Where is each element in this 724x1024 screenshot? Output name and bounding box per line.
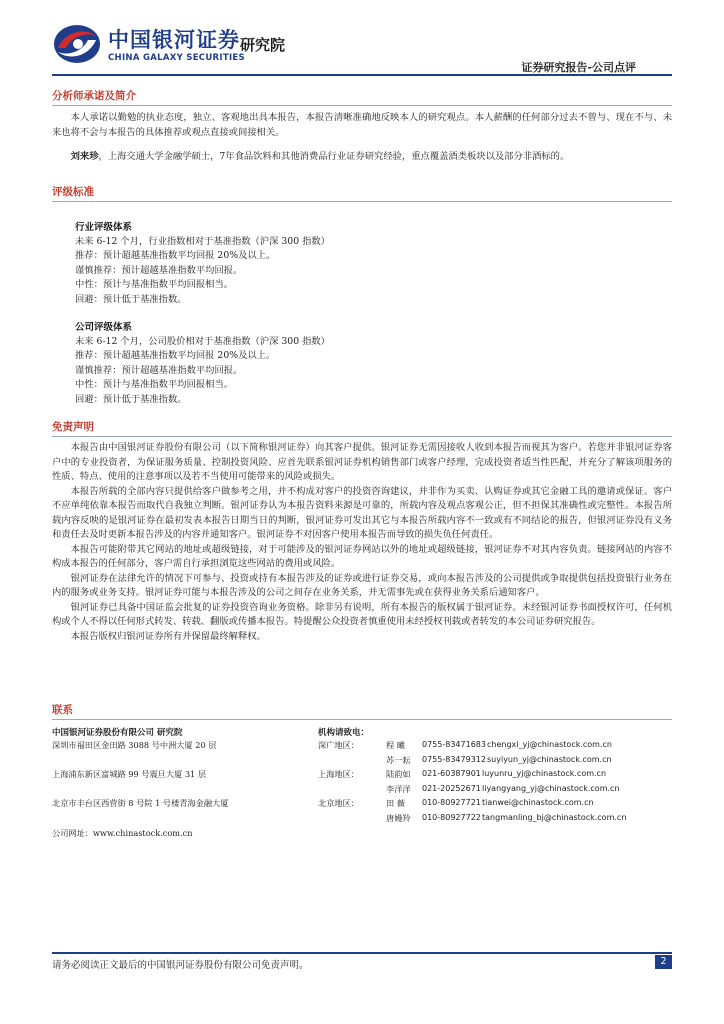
analyst-commitment: 本人承诺以勤勉的执业态度，独立、客观地出具本报告，本报告清晰准确地反映本人的研究观点。本人薪酬的任何部分过去不曾与、现在不与、未来也将不会与本报告的具体推荐或观点直接或间接相关。	[52, 112, 672, 138]
industry-rating-line: 未来 6-12 个月，行业指数相对于基准指数（沪深 300 指数）	[75, 236, 330, 247]
contact-section-title: 联系	[52, 702, 672, 720]
contact-email[interactable]: tianwei@chinastock.com.cn	[482, 798, 594, 807]
contact-phone: 010-80927721	[422, 798, 481, 807]
contact-phone: 0755-83471683	[422, 740, 486, 749]
contact-phone: 021-60387901	[422, 769, 481, 778]
brand-subtitle: 研究院	[240, 36, 286, 54]
report-type: 证券研究报告-公司点评	[521, 61, 636, 74]
company-rating-line: 回避：预计低于基准指数。	[75, 394, 187, 405]
contact-phone: 021-20252671	[422, 784, 481, 793]
industry-rating-line: 推荐：预计超越基准指数平均回报 20%及以上。	[75, 250, 276, 261]
industry-rating-line: 谨慎推荐：预计超越基准指数平均回报。	[75, 265, 243, 276]
contact-phone: 010-80927722	[422, 813, 481, 822]
disclaimer-paragraph: 本报告由中国银河证券股份有限公司（以下简称银河证券）向其客户提供。银河证券无需因接收人收到本报告而视其为客户。若您并非银河证券客户中的专业投资者，为保证服务质量、控制投资风险、应首先联系银河证券机构销售部门或客户经理，完成投资者适当性匹配，并充分了解该项服务的性质、特点、使用的注意事项以及若不当使用可能带来的风险或损失。	[52, 442, 672, 482]
company-rating-line: 中性：预计与基准指数平均回报相当。	[75, 379, 234, 390]
institution-label: 机构请致电：	[318, 728, 370, 738]
region-label: 北京地区：	[318, 798, 359, 808]
company-name: 中国银河证券股份有限公司 研究院	[52, 728, 183, 738]
analyst-name: 刘来珍	[70, 151, 99, 162]
contact-email[interactable]: tangmanling_bj@chinastock.com.cn	[482, 813, 627, 822]
company-rating-line: 未来 6-12 个月，公司股价相对于基准指数（沪深 300 指数）	[75, 336, 330, 347]
contact-name: 苏一耘	[386, 755, 411, 765]
company-rating-line: 推荐：预计超越基准指数平均回报 20%及以上。	[75, 350, 276, 361]
header-divider	[52, 74, 672, 76]
contact-name: 田 薇	[386, 798, 405, 808]
disclaimer-paragraph: 本报告所载的全部内容只提供给客户做参考之用，并不构成对客户的投资咨询建议，并非作为买卖、认购证券或其它金融工具的邀请或保证。客户不应单纯依靠本报告而取代自我独立判断。银河证券认为本报告资料来源是可靠的，所载内容及观点客观公正，但不担保其准确性或完整性。本报告所载内容反映的是银河证券在最初发表本报告日期当日的判断，银河证券可发出其它与本报告所载内容不一致或有不同结论的报告，但银河证券没有义务和责任去及时更新本报告涉及的内容并通知客户。银河证券不对因客户使用本报告而导致的损失负任何责任。	[52, 485, 672, 540]
address-beijing: 北京市丰台区西营街 8 号院 1 号楼青海金融大厦	[52, 798, 229, 808]
disclaimer-body	[52, 441, 672, 644]
contact-email[interactable]: suyiyun_yj@chinastock.com.cn	[487, 755, 612, 764]
contact-name: 唐嫚羚	[386, 813, 411, 823]
contact-name: 李洋洋	[386, 784, 411, 794]
analyst-section-title: 分析师承诺及简介	[52, 88, 672, 106]
disclaimer-paragraph: 银河证券在法律允许的情况下可参与、投资或持有本报告涉及的证券或进行证券交易，或向本报告涉及的公司提供或争取提供包括投资银行业务在内的服务或业务支持。银河证券可能与本报告涉及的公司之间存在业务关系，并无需事先或在获得业务关系后通知客户。	[52, 572, 672, 598]
analyst-bio-paragraph	[52, 150, 672, 165]
galaxy-logo-icon	[52, 22, 102, 66]
contact-name: 程 曦	[386, 740, 405, 750]
disclaimer-paragraph: 银河证券已具备中国证监会批复的证券投资咨询业务资格。除非另有说明，所有本报告的版权属于银河证券。未经银河证券书面授权许可，任何机构或个人不得以任何形式转发、转载、翻版或传播本报告。特提醒公众投资者慎重使用未经授权刊载或者转发的本公司证券研究报告。	[52, 601, 672, 627]
address-shanghai: 上海浦东新区富城路 99 号震旦大厦 31 层	[52, 769, 207, 779]
industry-rating-title: 行业评级体系	[75, 222, 133, 233]
industry-rating-line: 中性：预计与基准指数平均回报相当。	[75, 279, 234, 290]
disclaimer-paragraph: 本报告版权归银河证券所有并保留最终解释权。	[70, 630, 266, 642]
contact-email[interactable]: chengxi_yj@chinastock.com.cn	[487, 740, 612, 749]
company-website[interactable]: 公司网址：www.chinastock.com.cn	[52, 828, 193, 838]
contact-name: 陆韵如	[386, 769, 411, 779]
contact-phone: 0755-83479312	[422, 755, 486, 764]
region-label: 上海地区：	[318, 769, 359, 779]
company-rating-line: 谨慎推荐：预计超越基准指数平均回报。	[75, 365, 243, 376]
region-label: 深广地区：	[318, 740, 359, 750]
address-shenzhen: 深圳市福田区金田路 3088 号中洲大厦 20 层	[52, 740, 217, 750]
contact-email[interactable]: liyangyang_yj@chinastock.com.cn	[482, 784, 620, 793]
brand-name-cn: 中国银河证券	[108, 28, 240, 52]
brand-name-en: CHINA GALAXY SECURITIES	[108, 53, 245, 63]
footer-divider	[52, 952, 672, 954]
analyst-bio: ，上海交通大学金融学硕士，7年食品饮料和其他消费品行业证券研究经验，重点覆盖酒类板块以及部分非酒标的。	[98, 151, 570, 162]
page-number: 2	[655, 955, 672, 969]
footer-disclaimer-note: 请务必阅读正文最后的中国银河证券股份有限公司免责声明。	[52, 960, 309, 971]
contact-email[interactable]: luyunru_yj@chinastock.com.cn	[482, 769, 607, 778]
disclaimer-paragraph: 本报告可能附带其它网站的地址或超级链接，对于可能涉及的银河证券网站以外的地址或超级链接，银河证券不对其内容负责。链接网站的内容不构成本报告的任何部分，客户需自行承担浏览这些网站的费用或风险。	[52, 543, 672, 569]
company-rating-title: 公司评级体系	[75, 322, 133, 333]
industry-rating-line: 回避：预计低于基准指数。	[75, 294, 187, 305]
rating-section-title: 评级标准	[52, 184, 672, 202]
disclaimer-section-title: 免责声明	[52, 419, 672, 437]
